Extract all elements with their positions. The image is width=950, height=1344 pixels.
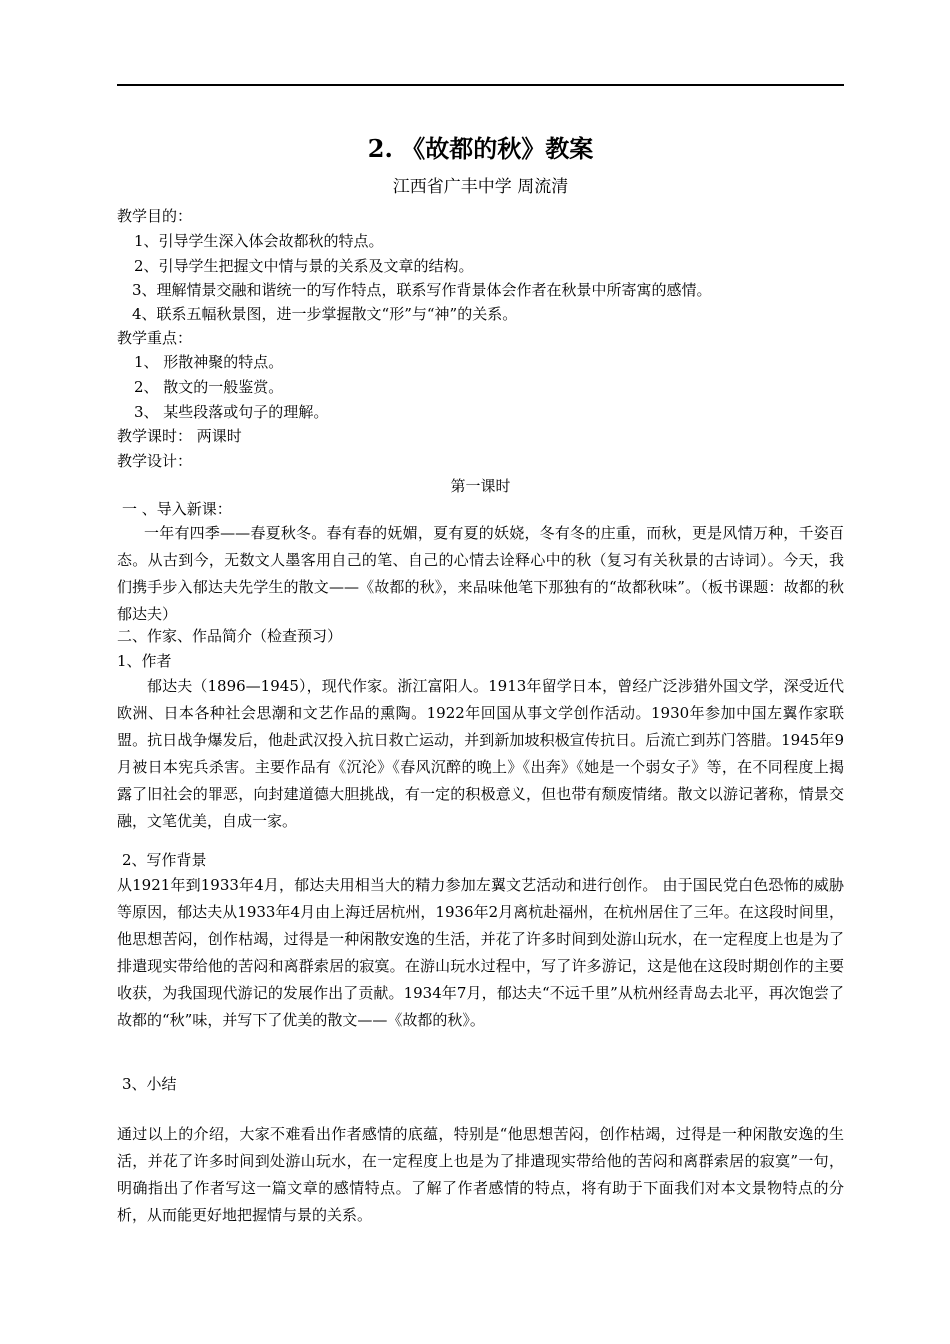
- intro-paragraph: 一年有四季——春夏秋冬。春有春的妩媚，夏有夏的妖娆，冬有冬的庄重，而秋，更是风情万种，千姿百态。从古到今，无数文人墨客用自己的笔、自己的心情去诠释心中的秋（复习有关秋景的古诗词）。今天，我们携手步入郁达夫先学生的散文——《故都的秋》，来品味他笔下那独有的“故都秋味”。（板书课题：故都的秋 郁达夫）: [117, 524, 844, 623]
- summary-paragraph: 通过以上的介绍，大家不难看出作者感情的底蕴，特别是“他思想苦闷，创作枯竭，过得是一种闲散安逸的生活，并花了许多时间到处游山玩水，在一定程度上也是为了排遣现实带给他的苦闷和离群索居的寂寞”一句，明确指出了作者写这一篇文章的感情特点。了解了作者感情的特点，将有助于下面我们对本文景物特点的分析，从而能更好地把握情与景的关系。: [117, 1125, 844, 1224]
- key-point-item: 3、 某些段落或句子的理解。: [134, 403, 329, 421]
- objectives-heading: 教学目的：: [117, 207, 193, 225]
- design-heading: 教学设计：: [117, 452, 193, 470]
- key-points-heading: 教学重点：: [117, 329, 193, 347]
- author-subheading: 1、作者: [117, 652, 172, 670]
- key-point-item: 2、 散文的一般鉴赏。: [134, 378, 284, 396]
- author-line: 江西省广丰中学 周流清: [392, 177, 569, 197]
- author-section-heading: 二、作家、作品简介（检查预习）: [117, 627, 343, 645]
- document-title: 2. 《故都的秋》教案: [367, 134, 594, 163]
- objective-item: 4、联系五幅秋景图，进一步掌握散文“形”与“神”的关系。: [132, 305, 518, 323]
- summary-subheading: 3、小结: [122, 1075, 177, 1093]
- background-subheading: 2、写作背景: [122, 851, 207, 869]
- background-paragraph: 从1921年到1933年4月，郁达夫用相当大的精力参加左翼文艺活动和进行创作。 由于国民党白色恐怖的威胁等原因，郁达夫从1933年4月由上海迁居杭州，1936年2月离杭赴福州，在杭州居住了三年。在这段时间里，他思想苦闷，创作枯竭，过得是一种闲散安逸的生活，并花了许多时间到处游山玩水，在一定程度上也是为了排遣现实带给他的苦闷和离群索居的寂寞。在游山玩水过程中，写了许多游记，这是他在这段时期创作的主要收获，为我国现代游记的发展作出了贡献。1934年7月，郁达夫“不远千里”从杭州经青岛去北平，再次饱尝了故都的“秋”味，并写下了优美的散文——《故都的秋》。: [117, 876, 844, 1029]
- header-rule: [117, 84, 844, 86]
- author-paragraph: 郁达夫（1896—1945），现代作家。浙江富阳人。1913年留学日本，曾经广泛涉猎外国文学，深受近代欧洲、日本各种社会思潮和文艺作品的熏陶。1922年回国从事文学创作活动。1930年参加中国左翼作家联盟。抗日战争爆发后，他赴武汉投入抗日救亡运动，并到新加坡积极宣传抗日。后流亡到苏门答腊。1945年9月被日本宪兵杀害。主要作品有《沉沦》《春风沉醉的晚上》《出奔》《她是一个弱女子》等，在不同程度上揭露了旧社会的罪恶，向封建道德大胆挑战，有一定的积极意义，但也带有颓废情绪。散文以游记著称，情景交融，文笔优美，自成一家。: [117, 677, 844, 830]
- objective-item: 1、引导学生深入体会故都秋的特点。: [134, 232, 384, 250]
- objective-item: 2、引导学生把握文中情与景的关系及文章的结构。: [134, 257, 474, 275]
- objective-item: 3、理解情景交融和谐统一的写作特点，联系写作背景体会作者在秋景中所寄寓的感情。: [132, 281, 712, 299]
- intro-heading: 一 、导入新课：: [122, 500, 232, 518]
- teaching-hours: 教学课时： 两课时: [117, 427, 242, 445]
- key-point-item: 1、 形散神聚的特点。: [134, 353, 284, 371]
- lesson-heading: 第一课时: [450, 477, 511, 495]
